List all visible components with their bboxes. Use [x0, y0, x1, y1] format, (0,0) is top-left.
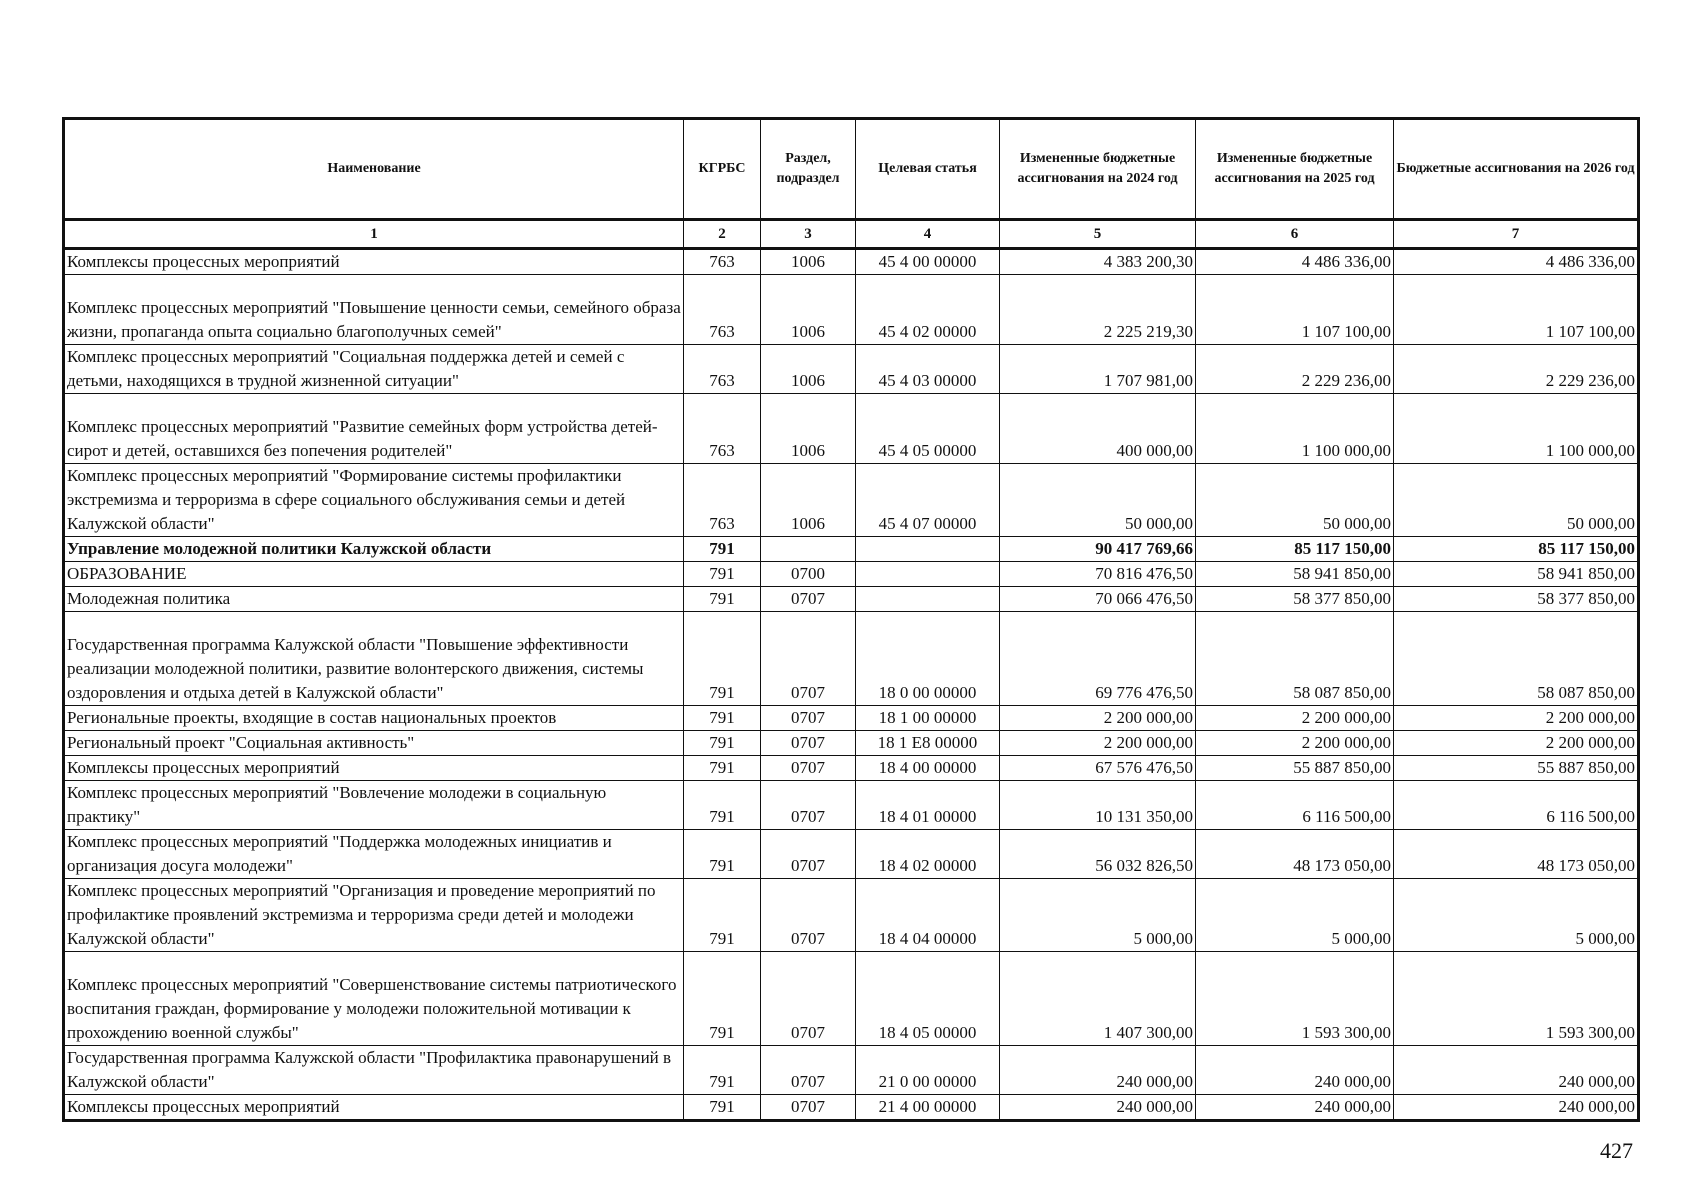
row-value-2026: 6 116 500,00: [1394, 781, 1639, 830]
row-value-2024: 2 225 219,30: [1000, 275, 1196, 345]
row-kgrbs: 763: [684, 394, 761, 464]
row-tselevaya: 18 4 00 00000: [856, 756, 1000, 781]
row-value-2024: 67 576 476,50: [1000, 756, 1196, 781]
header-2026: Бюджетные ассигнования на 2026 год: [1394, 119, 1639, 220]
row-kgrbs: 791: [684, 830, 761, 879]
header-name: Наименование: [64, 119, 684, 220]
row-value-2024: 90 417 769,66: [1000, 537, 1196, 562]
row-value-2025: 2 200 000,00: [1196, 731, 1394, 756]
row-value-2024: 70 066 476,50: [1000, 587, 1196, 612]
row-kgrbs: 763: [684, 464, 761, 537]
row-value-2024: 240 000,00: [1000, 1095, 1196, 1121]
row-value-2024: 1 407 300,00: [1000, 952, 1196, 1046]
row-value-2024: 2 200 000,00: [1000, 706, 1196, 731]
row-value-2025: 2 229 236,00: [1196, 345, 1394, 394]
row-value-2024: 70 816 476,50: [1000, 562, 1196, 587]
row-tselevaya: 18 4 05 00000: [856, 952, 1000, 1046]
row-value-2024: 50 000,00: [1000, 464, 1196, 537]
table-row: [64, 756, 1639, 781]
row-value-2026: 2 229 236,00: [1394, 345, 1639, 394]
row-name: Комплексы процессных мероприятий: [64, 249, 684, 275]
page-number: 427: [1600, 1138, 1633, 1163]
row-tselevaya: 21 4 00 00000: [856, 1095, 1000, 1121]
row-kgrbs: 791: [684, 706, 761, 731]
row-value-2025: 58 377 850,00: [1196, 587, 1394, 612]
row-value-2025: 1 100 000,00: [1196, 394, 1394, 464]
row-name: Государственная программа Калужской области "Профилактика правонарушений в Калужской области": [64, 1046, 684, 1095]
row-name: Управление молодежной политики Калужской области: [64, 537, 684, 562]
row-kgrbs: 791: [684, 562, 761, 587]
row-tselevaya: 45 4 02 00000: [856, 275, 1000, 345]
row-razdel: 1006: [761, 394, 856, 464]
column-number: 1: [64, 220, 684, 249]
row-kgrbs: 791: [684, 756, 761, 781]
row-value-2026: 48 173 050,00: [1394, 830, 1639, 879]
row-name: Комплекс процессных мероприятий "Формирование системы профилактики экстремизма и терроризма в сфере социального обслуживания семьи и детей Калужской области": [64, 464, 684, 537]
row-name: Комплексы процессных мероприятий: [64, 756, 684, 781]
header-2024: Измененные бюджетные ассигнования на 2024 год: [1000, 119, 1196, 220]
row-name: Комплекс процессных мероприятий "Повышение ценности семьи, семейного образа жизни, пропаганда опыта социально благополучных семей": [64, 275, 684, 345]
row-value-2024: 400 000,00: [1000, 394, 1196, 464]
row-value-2026: 5 000,00: [1394, 879, 1639, 952]
row-tselevaya: 18 4 02 00000: [856, 830, 1000, 879]
row-name: Комплекс процессных мероприятий "Совершенствование системы патриотического воспитания граждан, формирование у молодежи положительной мотивации к прохождению военной службы": [64, 952, 684, 1046]
row-value-2024: 69 776 476,50: [1000, 612, 1196, 706]
row-tselevaya: 21 0 00 00000: [856, 1046, 1000, 1095]
row-razdel: 1006: [761, 464, 856, 537]
row-tselevaya: [856, 587, 1000, 612]
row-razdel: 0707: [761, 731, 856, 756]
row-value-2025: 1 593 300,00: [1196, 952, 1394, 1046]
row-value-2025: 58 087 850,00: [1196, 612, 1394, 706]
header-razdel: Раздел, подраздел: [761, 119, 856, 220]
row-kgrbs: 791: [684, 781, 761, 830]
row-value-2024: 1 707 981,00: [1000, 345, 1196, 394]
table-row: [64, 1095, 1639, 1121]
header-tselevaya: Целевая статья: [856, 119, 1000, 220]
row-name: Комплекс процессных мероприятий "Поддержка молодежных инициатив и организация досуга молодежи": [64, 830, 684, 879]
row-value-2025: 240 000,00: [1196, 1095, 1394, 1121]
table-row: [64, 345, 1639, 394]
row-value-2024: 240 000,00: [1000, 1046, 1196, 1095]
row-value-2026: 2 200 000,00: [1394, 706, 1639, 731]
row-value-2025: 6 116 500,00: [1196, 781, 1394, 830]
row-value-2026: 4 486 336,00: [1394, 249, 1639, 275]
row-kgrbs: 763: [684, 345, 761, 394]
row-value-2024: 10 131 350,00: [1000, 781, 1196, 830]
row-razdel: 0707: [761, 1046, 856, 1095]
row-tselevaya: 18 4 04 00000: [856, 879, 1000, 952]
row-value-2025: 55 887 850,00: [1196, 756, 1394, 781]
column-number: 2: [684, 220, 761, 249]
row-tselevaya: 18 1 E8 00000: [856, 731, 1000, 756]
row-kgrbs: 791: [684, 587, 761, 612]
row-name: Молодежная политика: [64, 587, 684, 612]
row-value-2024: 4 383 200,30: [1000, 249, 1196, 275]
column-number: 3: [761, 220, 856, 249]
row-name: Региональные проекты, входящие в состав национальных проектов: [64, 706, 684, 731]
row-value-2026: 1 593 300,00: [1394, 952, 1639, 1046]
row-tselevaya: 45 4 05 00000: [856, 394, 1000, 464]
budget-table: [62, 117, 1640, 1122]
column-number-row: [64, 220, 1639, 249]
row-kgrbs: 791: [684, 1095, 761, 1121]
header-row: [64, 119, 1639, 220]
table-row: [64, 394, 1639, 464]
row-tselevaya: 45 4 07 00000: [856, 464, 1000, 537]
row-razdel: 0707: [761, 612, 856, 706]
table-row: [64, 562, 1639, 587]
table-row: [64, 1046, 1639, 1095]
row-tselevaya: 18 0 00 00000: [856, 612, 1000, 706]
row-name: ОБРАЗОВАНИЕ: [64, 562, 684, 587]
row-value-2025: 240 000,00: [1196, 1046, 1394, 1095]
row-kgrbs: 791: [684, 879, 761, 952]
table-row: [64, 879, 1639, 952]
row-razdel: 0707: [761, 756, 856, 781]
row-tselevaya: [856, 537, 1000, 562]
row-value-2025: 48 173 050,00: [1196, 830, 1394, 879]
row-tselevaya: 18 4 01 00000: [856, 781, 1000, 830]
row-razdel: 0707: [761, 952, 856, 1046]
header-kgrbs: КГРБС: [684, 119, 761, 220]
row-tselevaya: 45 4 00 00000: [856, 249, 1000, 275]
table-row: [64, 731, 1639, 756]
row-value-2026: 1 100 000,00: [1394, 394, 1639, 464]
row-value-2025: 4 486 336,00: [1196, 249, 1394, 275]
column-number: 5: [1000, 220, 1196, 249]
row-name: Комплекс процессных мероприятий "Социальная поддержка детей и семей с детьми, находящихся в трудной жизненной ситуации": [64, 345, 684, 394]
column-number: 6: [1196, 220, 1394, 249]
row-razdel: 0700: [761, 562, 856, 587]
row-razdel: 0707: [761, 830, 856, 879]
row-razdel: 0707: [761, 587, 856, 612]
row-name: Комплекс процессных мероприятий "Развитие семейных форм устройства детей-сирот и детей, оставшихся без попечения родителей": [64, 394, 684, 464]
row-name: Комплексы процессных мероприятий: [64, 1095, 684, 1121]
table-row: [64, 706, 1639, 731]
table-row: [64, 830, 1639, 879]
row-razdel: 0707: [761, 781, 856, 830]
row-kgrbs: 791: [684, 612, 761, 706]
row-value-2026: 58 941 850,00: [1394, 562, 1639, 587]
table-row: [64, 464, 1639, 537]
table-row: [64, 781, 1639, 830]
row-value-2024: 5 000,00: [1000, 879, 1196, 952]
row-value-2025: 85 117 150,00: [1196, 537, 1394, 562]
row-value-2025: 58 941 850,00: [1196, 562, 1394, 587]
table-row: [64, 952, 1639, 1046]
table-row: [64, 587, 1639, 612]
row-razdel: 1006: [761, 249, 856, 275]
row-kgrbs: 791: [684, 731, 761, 756]
row-value-2025: 1 107 100,00: [1196, 275, 1394, 345]
table-row: [64, 612, 1639, 706]
table-row: [64, 275, 1639, 345]
row-value-2025: 50 000,00: [1196, 464, 1394, 537]
column-number: 7: [1394, 220, 1639, 249]
row-tselevaya: [856, 562, 1000, 587]
row-value-2026: 85 117 150,00: [1394, 537, 1639, 562]
row-value-2026: 58 377 850,00: [1394, 587, 1639, 612]
row-tselevaya: 45 4 03 00000: [856, 345, 1000, 394]
row-name: Комплекс процессных мероприятий "Вовлечение молодежи в социальную практику": [64, 781, 684, 830]
row-value-2026: 2 200 000,00: [1394, 731, 1639, 756]
row-kgrbs: 791: [684, 952, 761, 1046]
row-razdel: 1006: [761, 275, 856, 345]
row-value-2026: 55 887 850,00: [1394, 756, 1639, 781]
row-razdel: [761, 537, 856, 562]
row-value-2026: 58 087 850,00: [1394, 612, 1639, 706]
row-value-2024: 2 200 000,00: [1000, 731, 1196, 756]
row-value-2026: 50 000,00: [1394, 464, 1639, 537]
row-value-2025: 2 200 000,00: [1196, 706, 1394, 731]
row-razdel: 0707: [761, 706, 856, 731]
row-razdel: 0707: [761, 879, 856, 952]
table-row: [64, 249, 1639, 275]
row-value-2025: 5 000,00: [1196, 879, 1394, 952]
row-kgrbs: 791: [684, 1046, 761, 1095]
row-name: Государственная программа Калужской области "Повышение эффективности реализации молодежной политики, развитие волонтерского движения, системы оздоровления и отдыха детей в Калужской области": [64, 612, 684, 706]
row-name: Региональный проект "Социальная активность": [64, 731, 684, 756]
row-kgrbs: 763: [684, 249, 761, 275]
table-body: [64, 249, 1639, 1121]
row-value-2024: 56 032 826,50: [1000, 830, 1196, 879]
row-razdel: 1006: [761, 345, 856, 394]
row-tselevaya: 18 1 00 00000: [856, 706, 1000, 731]
row-kgrbs: 763: [684, 275, 761, 345]
row-kgrbs: 791: [684, 537, 761, 562]
row-name: Комплекс процессных мероприятий "Организация и проведение мероприятий по профилактике проявлений экстремизма и терроризма среди детей и молодежи Калужской области": [64, 879, 684, 952]
row-value-2026: 1 107 100,00: [1394, 275, 1639, 345]
row-value-2026: 240 000,00: [1394, 1095, 1639, 1121]
header-2025: Измененные бюджетные ассигнования на 2025 год: [1196, 119, 1394, 220]
table-row: [64, 537, 1639, 562]
column-number: 4: [856, 220, 1000, 249]
row-razdel: 0707: [761, 1095, 856, 1121]
row-value-2026: 240 000,00: [1394, 1046, 1639, 1095]
